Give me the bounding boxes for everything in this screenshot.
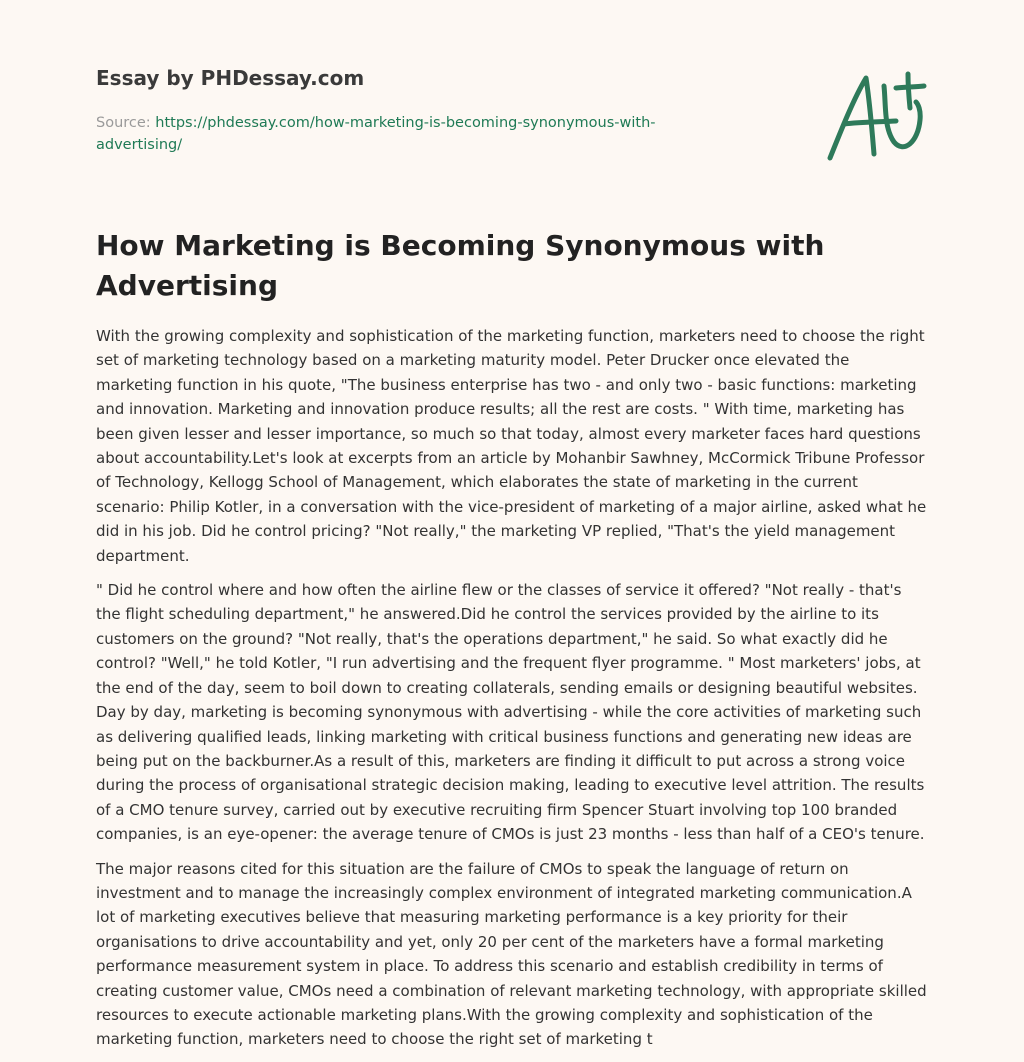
source-link[interactable]: https://phdessay.com/how-marketing-is-becoming-synonymous-with-advertising/ [96, 115, 656, 153]
article-paragraph: With the growing complexity and sophistication of the marketing function, marketers need to choose the right set of marketing technology based on a marketing maturity model. Peter Drucker once elevated the marketing function in his quote, "The business enterprise has two - and only two - basic functions: marketing and innovation. Marketing and innovation produce results; all the rest are costs. " With time, marketing has been given lesser and lesser importance, so much so that today, almost every marketer faces hard questions about accountability.Let's look at excerpts from an article by Mohanbir Sawhney, McCormick Tribune Professor of Technology, Kellogg School of Management, which elaborates the state of marketing in the current scenario: Philip Kotler, in a conversation with the vice-president of marketing of a major airline, asked what he did in his job. Did he control pricing? "Not really," the marketing VP replied, "That's the yield management department. [96, 327, 927, 565]
a-plus-grade-icon [820, 66, 930, 166]
source-line [96, 112, 736, 156]
site-brand: Essay by PHDessay.com [96, 66, 365, 90]
article-body [96, 324, 930, 1062]
article-title: How Marketing is Becoming Synonymous with Advertising [96, 229, 825, 302]
article-paragraph: The major reasons cited for this situation are the failure of CMOs to speak the language of return on investment and to manage the increasingly complex environment of integrated marketing communication.A lot of marketing executives believe that measuring marketing performance is a key priority for their organisations to drive accountability and yet, only 20 per cent of the marketers have a formal marketing performance measurement system in place. To address this scenario and establish credibility in terms of creating customer value, CMOs need a combination of relevant marketing technology, with appropriate skilled resources to execute actionable marketing plans.With the growing complexity and sophistication of the marketing function, marketers need to choose the right set of marketing t [96, 859, 927, 1049]
source-label: Source: [96, 115, 156, 131]
article-paragraph: " Did he control where and how often the airline flew or the classes of service it offered? "Not really - that's the flight scheduling department," he answered.Did he control the services provided by the airline to its customers on the ground? "Not really, that's the operations department," he said. So what exactly did he control? "Well," he told Kotler, "I run advertising and the frequent flyer programme. " Most marketers' jobs, at the end of the day, seem to boil down to creating collaterals, sending emails or designing beautiful websites. Day by day, marketing is becoming synonymous with advertising - while the core activities of marketing such as delivering qualified leads, linking marketing with critical business functions and generating new ideas are being put on the backburner.As a result of this, marketers are finding it difficult to put across a strong voice during the process of organisational strategic decision making, leading to executive level attrition. The results of a CMO tenure survey, carried out by executive recruiting firm Spencer Stuart involving top 100 branded companies, is an eye-opener: the average tenure of CMOs is just 23 months - less than half of a CEO's tenure. [96, 581, 925, 844]
page-header [96, 64, 736, 156]
